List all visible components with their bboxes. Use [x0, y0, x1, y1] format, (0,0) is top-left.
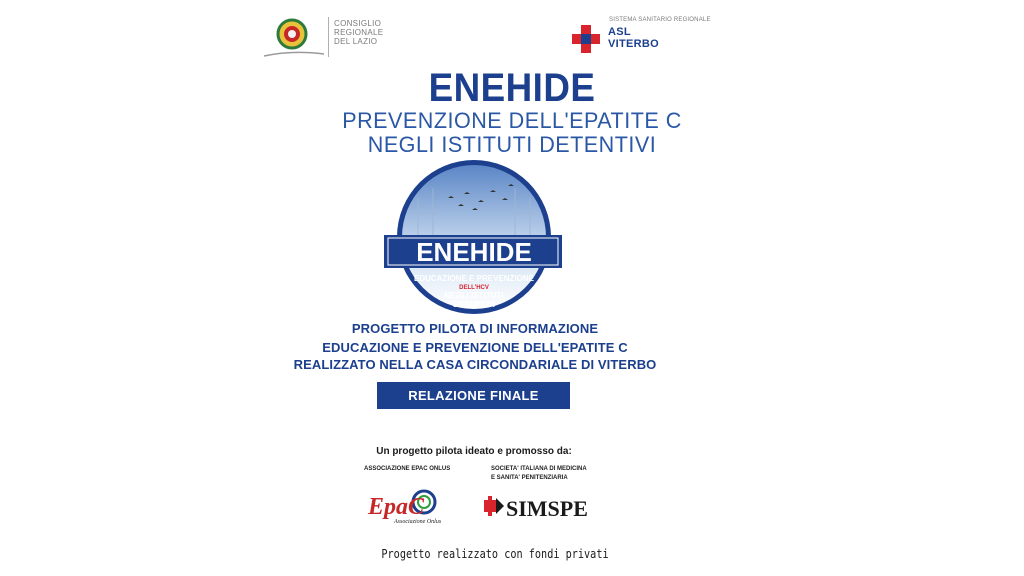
epac-logo-text: EpaC	[368, 494, 425, 520]
consiglio-line-1: CONSIGLIO	[334, 19, 382, 28]
subtitle-line-1: PREVENZIONE DELL'EPATITE C	[342, 108, 682, 133]
logo-divider	[328, 17, 329, 57]
simspe-caption-line-1: SOCIETA' ITALIANA DI MEDICINA	[491, 466, 587, 472]
page-title: ENEHIDE	[428, 66, 596, 110]
consiglio-line-2: REGIONALE	[334, 28, 384, 37]
consiglio-text	[334, 19, 383, 46]
promoters-heading: Un progetto pilota ideato e promosso da:	[376, 446, 572, 457]
simspe-logo-text: SIMSPE	[506, 496, 588, 521]
epac-logo-sub: Associazione Onlus	[394, 519, 442, 525]
emblem-line-2: DELL'HCV	[459, 285, 489, 291]
enehide-emblem	[378, 158, 568, 316]
simspe-logo	[482, 492, 592, 522]
description-line-3: REALIZZATO NELLA CASA CIRCONDARIALE DI VITERBO	[293, 357, 657, 372]
footer-note: Progetto realizzato con fondi privati	[381, 547, 609, 561]
emblem-line-1: EDUCAZIONE E PREVENZIONE	[413, 274, 535, 283]
emblem-line-3: NEGLI ISTITUTI	[444, 291, 504, 300]
asl-line-2: VITERBO	[608, 38, 659, 50]
consiglio-line-3: DEL LAZIO	[334, 37, 378, 46]
emblem-title: ENEHIDE	[416, 237, 532, 267]
epac-caption: ASSOCIAZIONE EPAC ONLUS	[364, 466, 451, 472]
simspe-caption-line-2: E SANITA' PENITENZIARIA	[491, 475, 568, 481]
epac-logo	[366, 486, 446, 526]
report-label: RELAZIONE FINALE	[377, 382, 570, 409]
description-line-2: EDUCAZIONE E PREVENZIONE DELL'EPATITE C	[322, 340, 628, 355]
simspe-caption	[491, 465, 587, 483]
emblem-line-4: DETENTIVI	[453, 300, 495, 309]
asl-line-1: ASL	[608, 26, 631, 38]
asl-cross-icon	[572, 25, 600, 53]
asl-name	[608, 26, 659, 50]
description-line-1: PROGETTO PILOTA DI INFORMAZIONE	[351, 321, 599, 336]
asl-subtitle: SISTEMA SANITARIO REGIONALE	[609, 17, 711, 23]
subtitle-line-2: NEGLI ISTITUTI DETENTIVI	[367, 132, 657, 157]
